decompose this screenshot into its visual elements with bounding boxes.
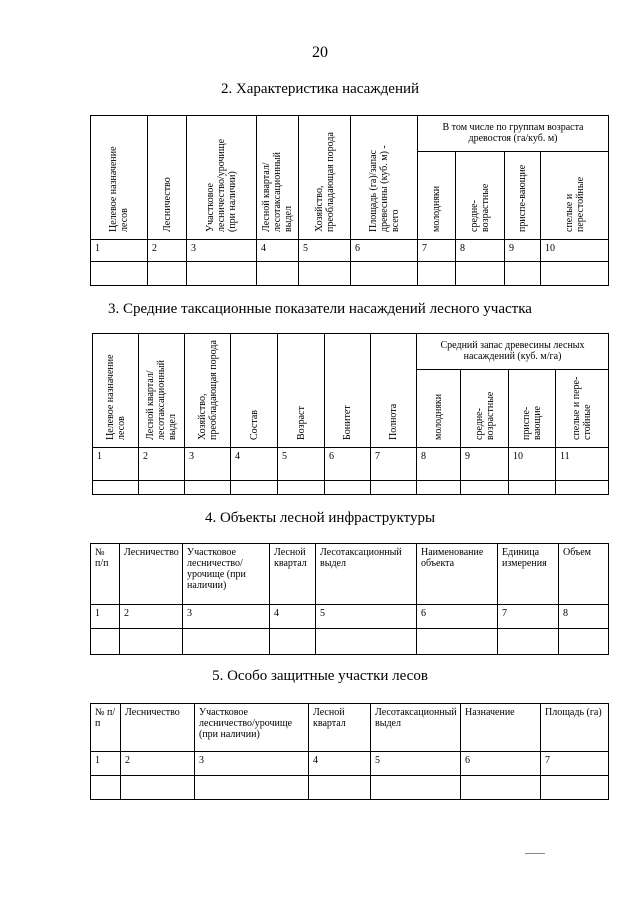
subheader-cell: спелые и перестойные [541, 152, 609, 240]
header-cell: № п/п [91, 704, 121, 752]
header-cell: Площадь (га)/запас древесины (куб. м) - всего [351, 116, 418, 240]
header-cell: Участковое лесничество/урочище (при наличии) [187, 116, 257, 240]
header-cell: Площадь (га) [541, 704, 609, 752]
empty-cell [187, 262, 257, 286]
number-cell: 9 [461, 448, 509, 481]
page-number: 20 [312, 44, 328, 61]
number-cell: 7 [541, 752, 609, 776]
header-cell: Хозяйство, преобладающая порода [185, 334, 231, 448]
number-cell: 8 [456, 240, 505, 262]
header-cell: Состав [231, 334, 278, 448]
empty-cell [325, 481, 371, 495]
number-cell: 11 [556, 448, 609, 481]
header-cell: Назначение [461, 704, 541, 752]
header-cell: Лесной квартал [309, 704, 371, 752]
empty-cell [195, 776, 309, 800]
number-cell: 4 [270, 605, 316, 629]
number-cell: 5 [316, 605, 417, 629]
number-cell: 1 [91, 240, 148, 262]
empty-cell [418, 262, 456, 286]
table-infrastructure [90, 543, 609, 655]
empty-cell [417, 481, 461, 495]
empty-cell [231, 481, 278, 495]
number-cell: 8 [559, 605, 609, 629]
number-cell: 6 [351, 240, 418, 262]
empty-cell [456, 262, 505, 286]
header-cell: Лесничество [148, 116, 187, 240]
subheader-cell: спелые и пере-стойные [556, 370, 609, 448]
header-cell: Целевое назначение лесов [93, 334, 139, 448]
header-cell: Участковое лесничество/урочище (при наличии) [195, 704, 309, 752]
empty-cell [541, 262, 609, 286]
number-cell: 6 [417, 605, 498, 629]
number-cell: 5 [371, 752, 461, 776]
number-cell: 5 [299, 240, 351, 262]
empty-cell [316, 629, 417, 655]
number-cell: 6 [325, 448, 371, 481]
group-header: В том числе по группам возраста древостоя (га/куб. м) [418, 116, 609, 152]
number-cell: 7 [418, 240, 456, 262]
number-cell: 2 [139, 448, 185, 481]
section-title-4: 4. Объекты лесной инфраструктуры [204, 510, 436, 526]
empty-cell [93, 481, 139, 495]
number-cell: 4 [257, 240, 299, 262]
number-cell: 6 [461, 752, 541, 776]
header-cell: Объем [559, 544, 609, 605]
number-cell: 3 [187, 240, 257, 262]
section-title-3: 3. Средние таксационные показатели насаждений лесного участка [108, 301, 532, 317]
empty-cell [185, 481, 231, 495]
number-cell: 9 [505, 240, 541, 262]
number-cell: 1 [91, 605, 120, 629]
table-taxation [92, 333, 609, 495]
header-cell: Хозяйство, преобладающая порода [299, 116, 351, 240]
empty-cell [121, 776, 195, 800]
empty-cell [417, 629, 498, 655]
scan-artifact [525, 853, 545, 854]
header-cell: Полнота [371, 334, 417, 448]
subheader-cell: молодняки [417, 370, 461, 448]
empty-cell [309, 776, 371, 800]
empty-cell [509, 481, 556, 495]
header-cell: Участковое лесничество/ урочище (при наличии) [183, 544, 270, 605]
number-cell: 2 [120, 605, 183, 629]
header-cell: Лесотаксационный выдел [316, 544, 417, 605]
header-cell: Целевое назначение лесов [91, 116, 148, 240]
subheader-cell: приспе-вающие [509, 370, 556, 448]
header-cell: Единица измерения [498, 544, 559, 605]
empty-cell [299, 262, 351, 286]
header-cell: Бонитет [325, 334, 371, 448]
group-header: Средний запас древесины лесных насаждений (куб. м/га) [417, 334, 609, 370]
number-cell: 2 [121, 752, 195, 776]
empty-cell [461, 776, 541, 800]
empty-cell [461, 481, 509, 495]
header-cell: Лесничество [120, 544, 183, 605]
empty-cell [541, 776, 609, 800]
subheader-cell: средне-возрастные [456, 152, 505, 240]
empty-cell [120, 629, 183, 655]
empty-cell [91, 262, 148, 286]
number-cell: 8 [417, 448, 461, 481]
number-cell: 2 [148, 240, 187, 262]
empty-cell [91, 776, 121, 800]
number-cell: 5 [278, 448, 325, 481]
number-cell: 7 [371, 448, 417, 481]
number-cell: 7 [498, 605, 559, 629]
number-cell: 3 [185, 448, 231, 481]
section-title-2: 2. Характеристика насаждений [220, 81, 420, 97]
table-characteristics [90, 115, 609, 286]
empty-cell [559, 629, 609, 655]
empty-cell [257, 262, 299, 286]
header-cell: Возраст [278, 334, 325, 448]
number-cell: 10 [509, 448, 556, 481]
subheader-cell: средне-возрастные [461, 370, 509, 448]
number-cell: 4 [309, 752, 371, 776]
header-cell: Лесной квартал [270, 544, 316, 605]
header-cell: Лесничество [121, 704, 195, 752]
header-cell: № п/п [91, 544, 120, 605]
subheader-cell: молодняки [418, 152, 456, 240]
header-cell: Лесной квартал/ лесотаксационный выдел [257, 116, 299, 240]
empty-cell [270, 629, 316, 655]
number-cell: 1 [93, 448, 139, 481]
empty-cell [498, 629, 559, 655]
empty-cell [148, 262, 187, 286]
number-cell: 1 [91, 752, 121, 776]
number-cell: 3 [195, 752, 309, 776]
empty-cell [351, 262, 418, 286]
header-cell: Лесотаксационный выдел [371, 704, 461, 752]
empty-cell [371, 481, 417, 495]
header-cell: Лесной квартал/ лесотаксационный выдел [139, 334, 185, 448]
empty-cell [91, 629, 120, 655]
section-title-5: 5. Особо защитные участки лесов [212, 668, 428, 684]
empty-cell [505, 262, 541, 286]
empty-cell [556, 481, 609, 495]
number-cell: 3 [183, 605, 270, 629]
number-cell: 10 [541, 240, 609, 262]
empty-cell [139, 481, 185, 495]
empty-cell [278, 481, 325, 495]
subheader-cell: приспе-вающие [505, 152, 541, 240]
table-protective-areas [90, 703, 609, 800]
header-cell: Наименование объекта [417, 544, 498, 605]
empty-cell [183, 629, 270, 655]
number-cell: 4 [231, 448, 278, 481]
empty-cell [371, 776, 461, 800]
